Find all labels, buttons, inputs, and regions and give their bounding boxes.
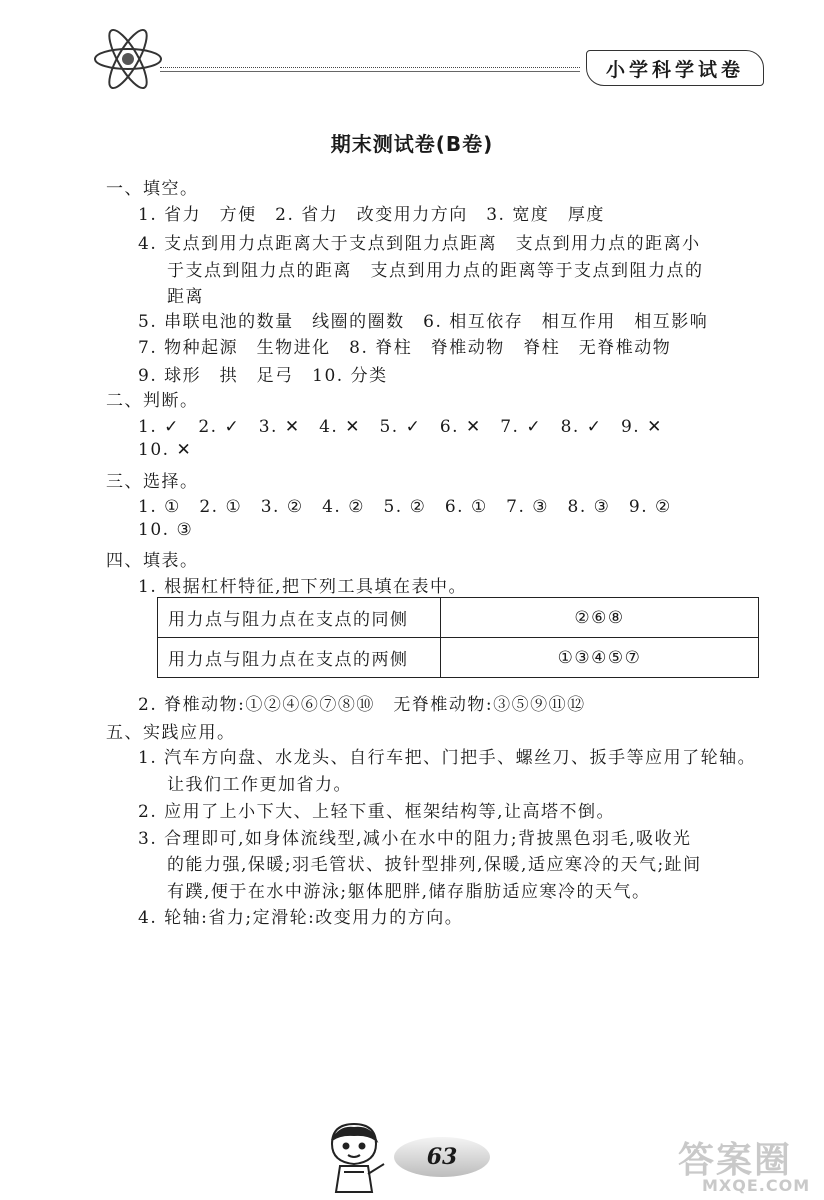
watermark-text-top: 答案圈 (678, 1140, 793, 1181)
fill-line-9: 9. 球形 拱 足弓 10. 分类 (138, 366, 388, 386)
table-cell-label: 用力点与阻力点在支点的同侧 (158, 598, 441, 638)
table-cell-label: 用力点与阻力点在支点的两侧 (158, 638, 441, 678)
judge-line-1: 1. ✓ 2. ✓ 3. ✕ 4. ✕ 5. ✓ 6. ✕ 7. ✓ 8. ✓ 9. ✕ (138, 417, 663, 437)
practice-line-3c: 有蹼,便于在水中游泳;躯体肥胖,储存脂肪适应寒冷的天气。 (167, 882, 651, 902)
page-title: 期末测试卷(B卷) (330, 132, 494, 156)
watermark-text-bottom: MXQE.COM (702, 1176, 811, 1195)
practice-line-1b: 让我们工作更加省力。 (167, 775, 352, 795)
lever-table (157, 597, 759, 678)
judge-line-2: 10. ✕ (138, 440, 193, 460)
practice-line-1a: 1. 汽车方向盘、水龙头、自行车把、门把手、螺丝刀、扳手等应用了轮轴。 (138, 748, 757, 768)
fill-line-7: 7. 物种起源 生物进化 8. 脊柱 脊椎动物 脊柱 无脊椎动物 (138, 338, 672, 358)
table-row (158, 598, 759, 638)
practice-line-3b: 的能力强,保暖;羽毛管状、披针型排列,保暖,适应寒冷的天气;趾间 (167, 855, 702, 875)
table-cell-value: ①③④⑤⑦ (441, 638, 759, 678)
fill-line-4c: 距离 (167, 287, 204, 307)
section-heading-choice: 三、选择。 (106, 472, 199, 492)
atom-icon (92, 28, 164, 90)
page-number: 63 (394, 1137, 490, 1177)
section-heading-practice: 五、实践应用。 (106, 723, 236, 743)
fill-line-5: 5. 串联电池的数量 线圈的圈数 6. 相互依存 相互作用 相互影响 (138, 312, 709, 332)
header-rule-solid (160, 71, 580, 72)
table-row (158, 638, 759, 678)
practice-line-4: 4. 轮轴:省力;定滑轮:改变用力的方向。 (138, 908, 464, 928)
header-rule (160, 67, 580, 68)
classification-line: 2. 脊椎动物:①②④⑥⑦⑧⑩ 无脊椎动物:③⑤⑨⑪⑫ (138, 695, 586, 715)
choice-line-1: 1. ① 2. ① 3. ② 4. ② 5. ② 6. ① 7. ③ 8. ③ 9. ② (138, 497, 672, 517)
header-title: 小学科学试卷 (586, 50, 764, 86)
site-watermark (672, 1132, 820, 1198)
choice-line-2: 10. ③ (138, 520, 194, 540)
practice-line-2: 2. 应用了上小下大、上轻下重、框架结构等,让高塔不倒。 (138, 802, 616, 822)
table-intro: 1. 根据杠杆特征,把下列工具填在表中。 (138, 577, 468, 597)
section-heading-judge: 二、判断。 (106, 391, 199, 411)
section-heading-table: 四、填表。 (106, 551, 199, 571)
fill-line-1: 1. 省力 方便 2. 省力 改变用力方向 3. 宽度 厚度 (138, 205, 605, 225)
table-cell-value: ②⑥⑧ (441, 598, 759, 638)
practice-line-3a: 3. 合理即可,如身体流线型,减小在水中的阻力;背披黑色羽毛,吸收光 (138, 829, 692, 849)
section-heading-fill: 一、填空。 (106, 179, 199, 199)
fill-line-4b: 于支点到阻力点的距离 支点到用力点的距离等于支点到阻力点的 (167, 261, 704, 281)
fill-line-4a: 4. 支点到用力点距离大于支点到阻力点距离 支点到用力点的距离小 (138, 234, 701, 254)
boy-mascot-icon (318, 1118, 390, 1196)
